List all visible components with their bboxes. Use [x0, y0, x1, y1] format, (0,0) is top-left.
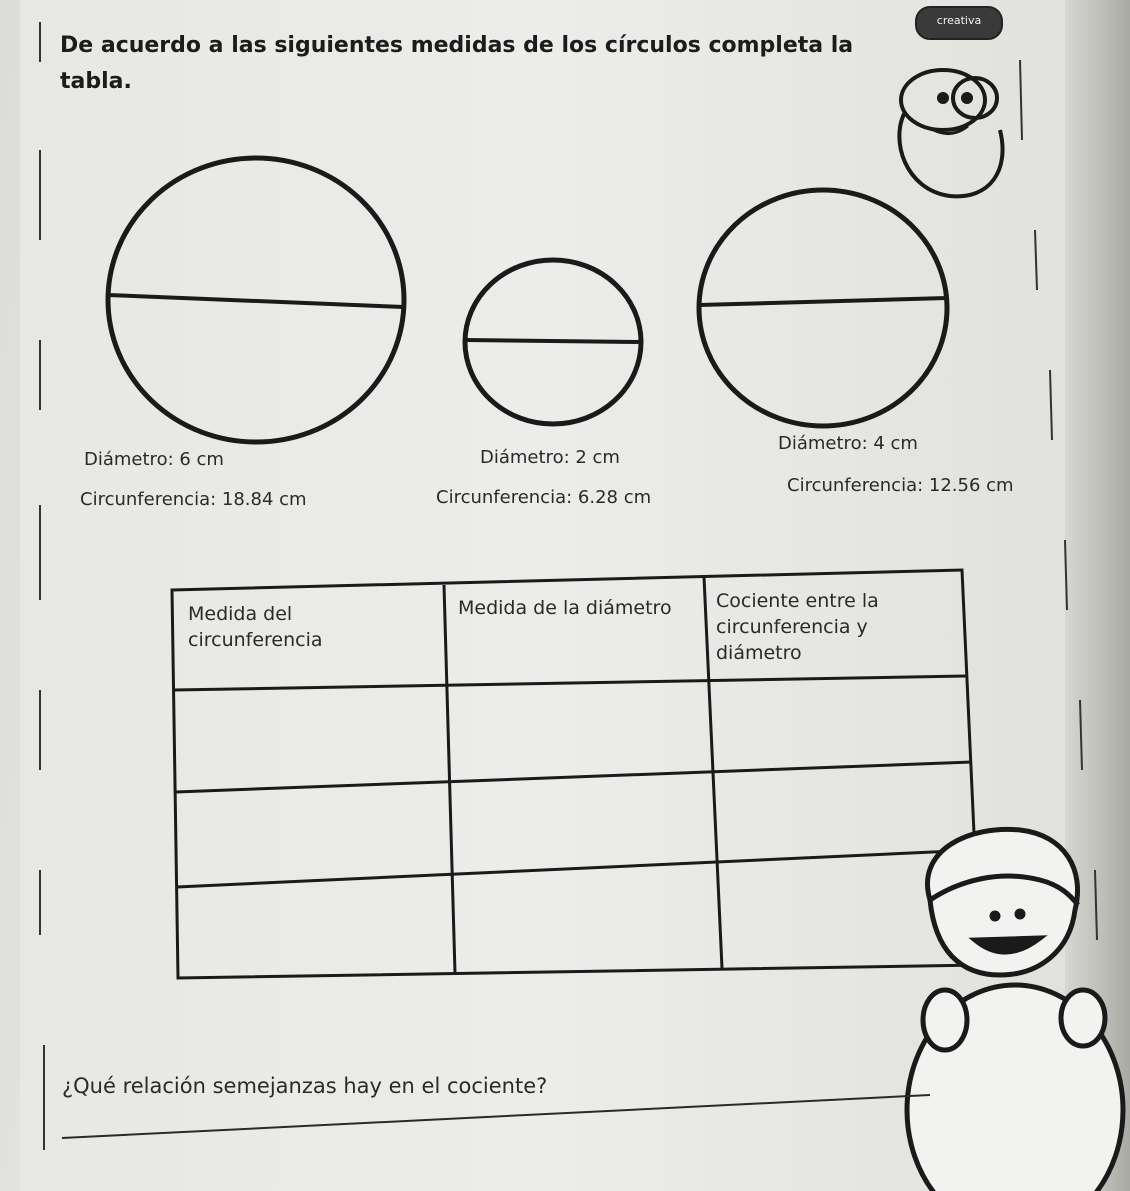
table-header-circumference: Medida del circunferencia — [188, 603, 323, 651]
table-header-diameter: Medida de la diámetro — [458, 597, 672, 619]
table-cell-row1-diameter[interactable] — [452, 698, 707, 778]
table-cell-row1-quotient[interactable] — [712, 690, 962, 762]
table-cell-row3-quotient[interactable] — [724, 865, 924, 960]
question-text: ¿Qué relación semejanzas hay en el cociente? — [62, 1074, 548, 1098]
instruction-text: De acuerdo a las siguientes medidas de los círculos completa la tabla. — [60, 33, 854, 94]
circle-2-circumference-label: Circunferencia: 6.28 cm — [436, 487, 652, 508]
table-cell-row2-diameter[interactable] — [454, 790, 709, 870]
circle-diameter-2 — [465, 260, 641, 424]
brand-logo: creativa — [915, 6, 1003, 40]
circle-diameter-6 — [108, 158, 404, 442]
table-header-quotient: Cociente entre la circunferencia y diámetro — [716, 590, 879, 664]
circle-1-diameter-label: Diámetro: 6 cm — [84, 449, 224, 470]
boy-cartoon-icon — [907, 829, 1123, 1191]
table-cell-row3-circumference[interactable] — [184, 895, 444, 971]
circle-2-diameter-label: Diámetro: 2 cm — [480, 447, 620, 468]
circle-1-circumference-label: Circunferencia: 18.84 cm — [80, 489, 307, 510]
table-cell-row2-quotient[interactable] — [716, 776, 966, 848]
table-cell-row1-circumference[interactable] — [180, 700, 440, 784]
circle-diameter-4 — [699, 190, 947, 426]
circle-3-circumference-label: Circunferencia: 12.56 cm — [787, 475, 1014, 496]
margin-lines — [40, 22, 1097, 1150]
smiley-face-icon — [899, 70, 1002, 196]
circle-3-diameter-label: Diámetro: 4 cm — [778, 433, 918, 454]
table-cell-row3-diameter[interactable] — [458, 885, 713, 965]
answer-line — [62, 1095, 930, 1138]
table-cell-row2-circumference[interactable] — [182, 800, 442, 880]
